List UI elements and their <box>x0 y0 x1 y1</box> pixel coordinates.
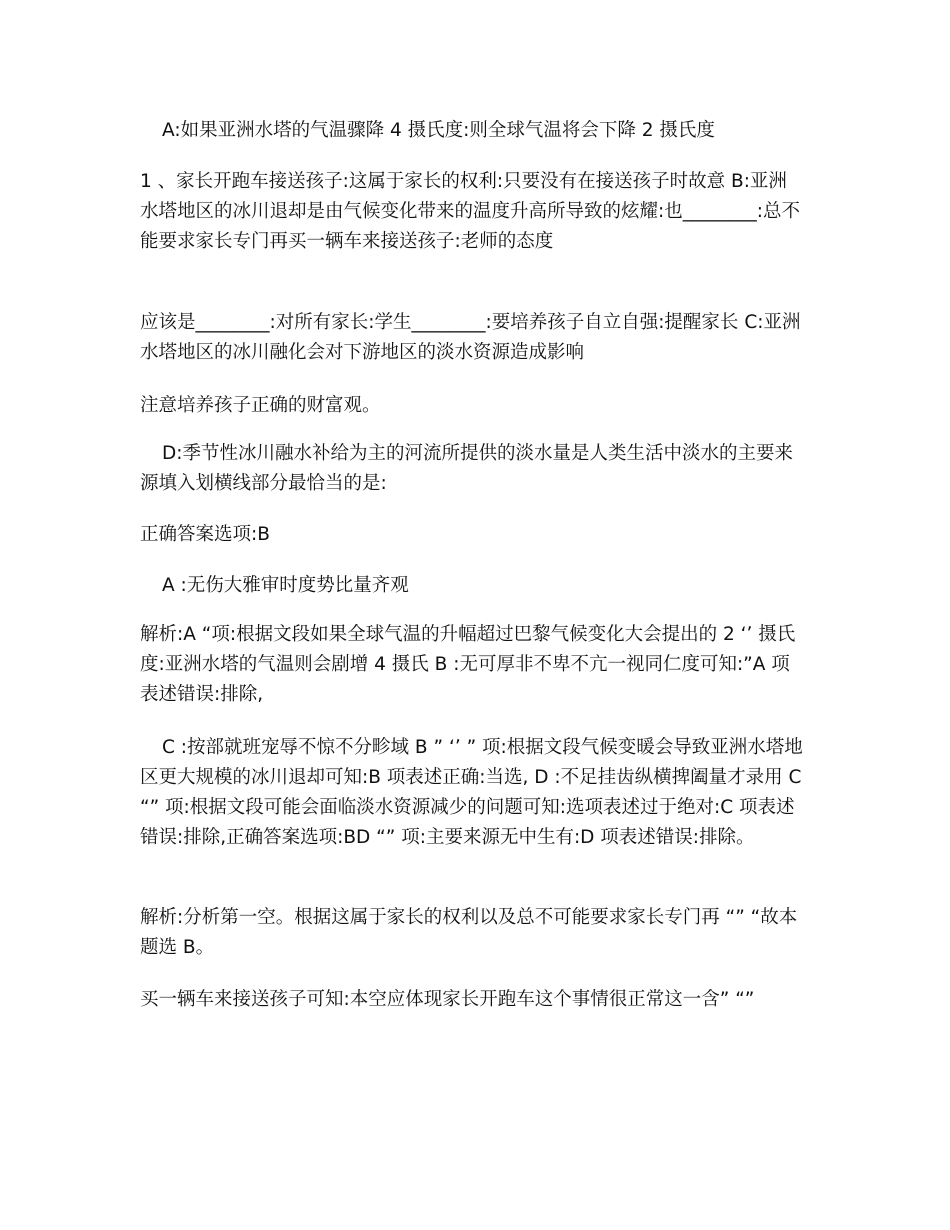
paragraph-option-a-temperature: A:如果亚洲水塔的气温骤降 4 摄氏度:则全球气温将会下降 2 摄氏度 <box>162 120 715 141</box>
paragraph-analysis-a: 解析:A “项:根据文段如果全球气温的升幅超过巴黎气候变化大会提出的 2 ʻʼ 摄氏度:亚洲水塔的气温则会剧增 4 摄氏 B :无可厚非不卑不亢一视同仁度可知:”A 项表述错误:排除, <box>140 624 796 705</box>
paragraph-analysis-first-blank: 解析:分析第一空。根据这属于家长的权利以及总不可能要求家长专门再 “” “故本题选 B。 <box>140 907 798 958</box>
paragraph-correct-answer: 正确答案选项:B <box>140 524 270 545</box>
paragraph-answer-option-a: A :无伤大雅审时度势比量齐观 <box>162 575 409 596</box>
paragraph-wealth-view: 注意培养孩子正确的财富观。 <box>140 395 381 416</box>
paragraph-analysis-bcd: C :按部就班宠辱不惊不分畛域 B ” ʻʼ ” 项:根据文段气候变暖会导致亚洲水塔地区更大规模的冰川退却可知:B 项表述正确:当选, D :不足挂齿纵横捭阖量才录用 C “” 项:根据文段可能会面临淡水资源减少的问题可知:选项表述过于绝对:C 项表述错误:排除,正确答案选项:BD “” 项:主要来源无中生有:D 项表述错误:排除。 <box>140 737 803 848</box>
paragraph-option-d: D:季节性冰川融水补给为主的河流所提供的淡水量是人类生活中淡水的主要来源填入划横线部分最恰当的是: <box>140 443 793 494</box>
paragraph-question-1: 1 、家长开跑车接送孩子:这属于家长的权利:只要没有在接送孩子时故意 B:亚洲水塔地区的冰川退却是由气候变化带来的温度升高所导致的炫耀:也________:总不能要求家长专门再买一辆车来接送孩子:老师的态度 <box>140 171 800 252</box>
paragraph-conclusion: 买一辆车来接送孩子可知:本空应体现家长开跑车这个事情很正常这一含” “” <box>140 989 755 1010</box>
paragraph-question-continued: 应该是________:对所有家长:学生________:要培养孩子自立自强:提醒家长 C:亚洲水塔地区的冰川融化会对下游地区的淡水资源造成影响 <box>140 312 801 363</box>
